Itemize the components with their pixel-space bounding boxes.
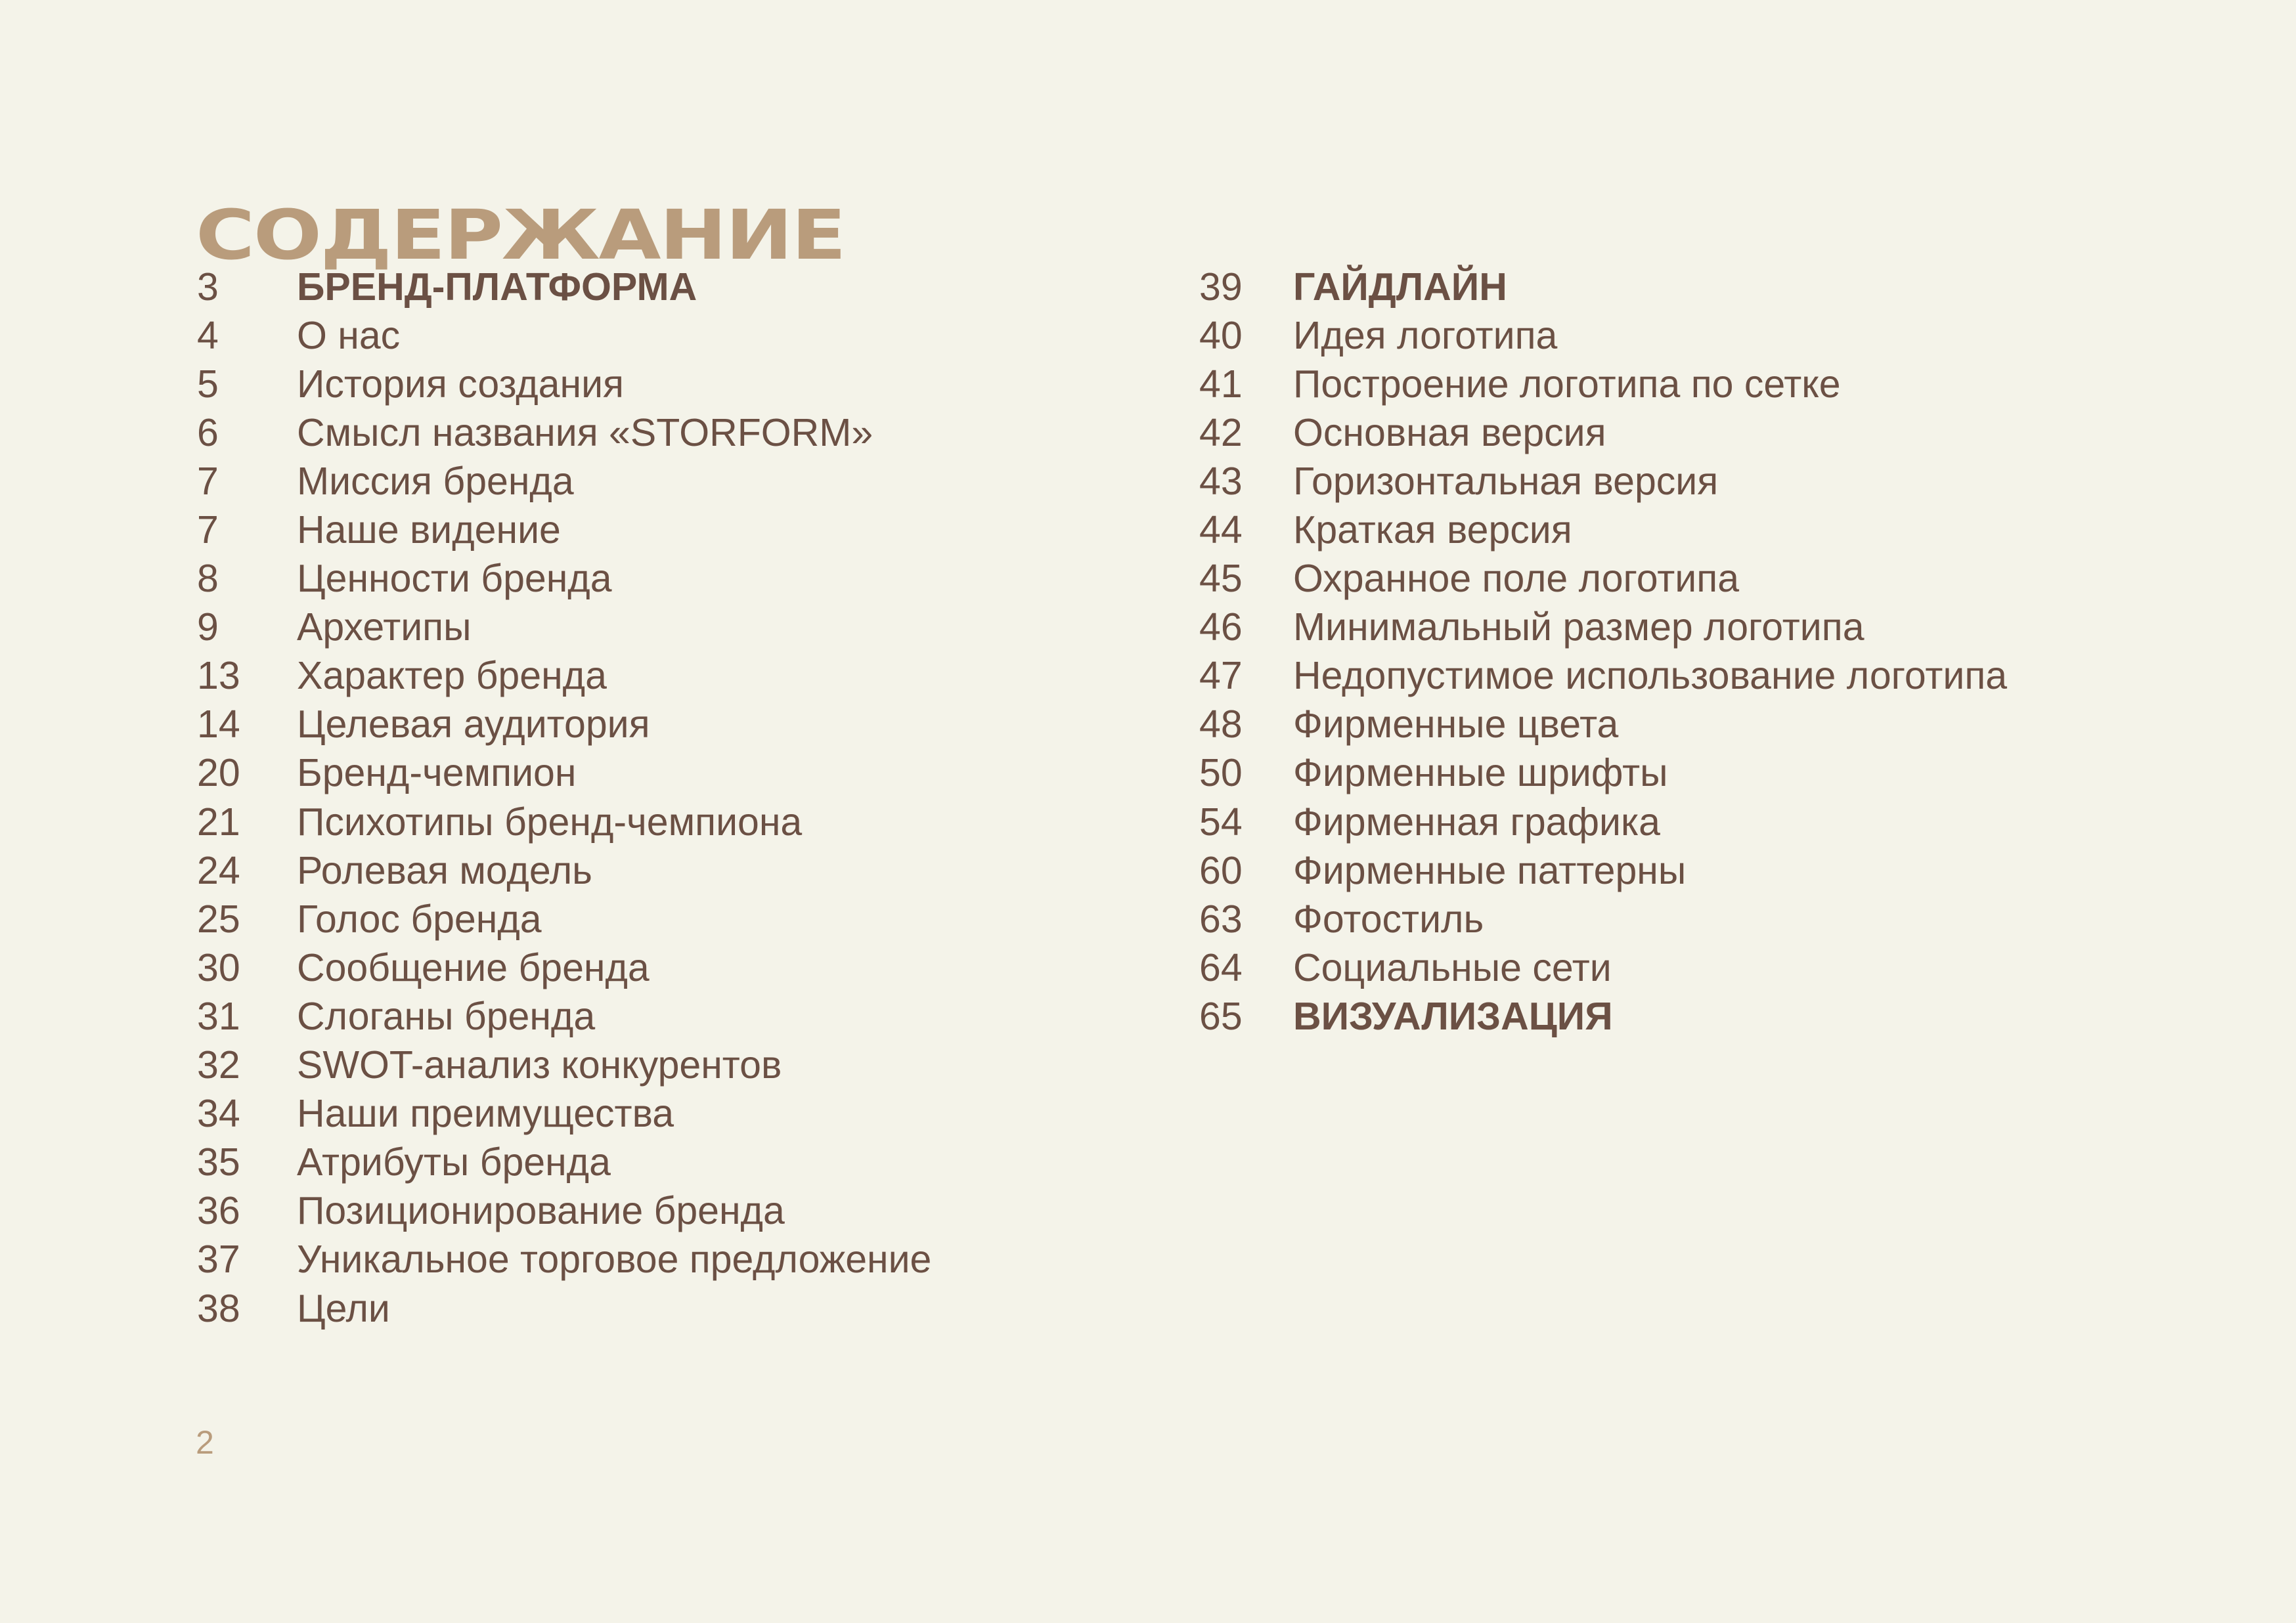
toc-page-number: 38 — [197, 1286, 240, 1330]
toc-entry-label: Характер бренда — [297, 654, 607, 698]
toc-page-number: 31 — [197, 994, 240, 1038]
toc-entry-label: Цели — [297, 1286, 390, 1330]
toc-entry-label: ВИЗУАЛИЗАЦИЯ — [1293, 994, 1613, 1038]
toc-entry[interactable] — [1199, 457, 2007, 506]
toc-entry[interactable] — [197, 1090, 931, 1138]
toc-entry-label: SWOT-анализ конкурентов — [297, 1043, 782, 1087]
toc-entry[interactable] — [197, 798, 931, 846]
toc-page-number: 14 — [197, 703, 240, 747]
toc-page-number: 37 — [197, 1238, 240, 1282]
toc-entry-label: Фирменные шрифты — [1293, 751, 1668, 795]
toc-entry[interactable] — [197, 408, 931, 457]
toc-entry[interactable] — [197, 1236, 931, 1284]
toc-entry-label: Основная версия — [1293, 410, 1606, 454]
toc-entry[interactable] — [197, 311, 931, 360]
toc-entry-label: Архетипы — [297, 605, 472, 649]
toc-entry-label: Бренд-чемпион — [297, 751, 577, 795]
toc-entry[interactable] — [197, 846, 931, 895]
toc-entry-label: Наше видение — [297, 508, 561, 552]
toc-entry[interactable] — [1199, 846, 2007, 895]
toc-section-heading[interactable] — [1199, 992, 2007, 1041]
toc-page-number: 42 — [1199, 410, 1243, 454]
toc-left-column — [197, 263, 931, 1333]
toc-page-number: 20 — [197, 751, 240, 795]
toc-page-number: 32 — [197, 1043, 240, 1087]
toc-entry-label: Социальные сети — [1293, 945, 1612, 989]
toc-entry[interactable] — [197, 457, 931, 506]
toc-page-number: 48 — [1199, 703, 1243, 747]
toc-entry[interactable] — [1199, 555, 2007, 603]
toc-entry-label: Уникальное торговое предложение — [297, 1238, 932, 1282]
toc-section-heading[interactable] — [1199, 263, 2007, 311]
toc-page-number: 5 — [197, 362, 219, 406]
toc-entry-label: Голос бренда — [297, 897, 542, 941]
toc-entry-label: Недопустимое использование логотипа — [1293, 654, 2008, 698]
toc-page-number: 45 — [1199, 557, 1243, 601]
toc-entry[interactable] — [1199, 701, 2007, 749]
toc-page-number: 9 — [197, 605, 219, 649]
toc-page-number: 3 — [197, 265, 219, 309]
toc-entry-label: Фотостиль — [1293, 897, 1484, 941]
toc-entry[interactable] — [1199, 895, 2007, 943]
toc-entry[interactable] — [197, 652, 931, 701]
toc-entry-label: Позиционирование бренда — [297, 1189, 785, 1233]
toc-entry[interactable] — [197, 1138, 931, 1187]
toc-entry-label: Фирменная графика — [1293, 800, 1660, 844]
toc-entry[interactable] — [197, 749, 931, 798]
toc-entry[interactable] — [197, 555, 931, 603]
toc-entry-label: Слоганы бренда — [297, 994, 596, 1038]
toc-entry-label: Ролевая модель — [297, 848, 592, 892]
toc-entry-label: Построение логотипа по сетке — [1293, 362, 1841, 406]
toc-entry[interactable] — [197, 360, 931, 408]
toc-page-number: 44 — [1199, 508, 1243, 552]
toc-page-number: 65 — [1199, 994, 1243, 1038]
toc-entry[interactable] — [197, 1284, 931, 1333]
toc-page-number: 39 — [1199, 265, 1243, 309]
toc-entry-label: Миссия бренда — [297, 459, 574, 503]
toc-entry-label: О нас — [297, 313, 401, 357]
toc-page-number: 7 — [197, 459, 219, 503]
toc-entry[interactable] — [197, 506, 931, 554]
toc-page-number: 64 — [1199, 945, 1243, 989]
toc-page-number: 46 — [1199, 605, 1243, 649]
toc-entry[interactable] — [1199, 749, 2007, 798]
toc-page-number: 30 — [197, 945, 240, 989]
toc-entry-label: Фирменные цвета — [1293, 703, 1619, 747]
toc-page-number: 35 — [197, 1140, 240, 1184]
toc-section-heading[interactable] — [197, 263, 931, 311]
toc-entry[interactable] — [1199, 506, 2007, 554]
toc-page-number: 7 — [197, 508, 219, 552]
toc-entry[interactable] — [197, 895, 931, 943]
toc-entry-label: ГАЙДЛАЙН — [1293, 265, 1507, 309]
toc-entry-label: Атрибуты бренда — [297, 1140, 611, 1184]
toc-right-column — [1199, 263, 2007, 1041]
toc-entry-label: Ценности бренда — [297, 557, 612, 601]
toc-entry[interactable] — [197, 701, 931, 749]
toc-entry-label: Краткая версия — [1293, 508, 1572, 552]
toc-entry-label: Целевая аудитория — [297, 703, 650, 747]
toc-entry-label: Смысл названия «STORFORM» — [297, 410, 873, 454]
toc-entry-label: Идея логотипа — [1293, 313, 1558, 357]
toc-page-number: 41 — [1199, 362, 1243, 406]
toc-entry[interactable] — [1199, 603, 2007, 652]
toc-page-number: 36 — [197, 1189, 240, 1233]
toc-page-number: 21 — [197, 800, 240, 844]
toc-page-number: 13 — [197, 654, 240, 698]
toc-page-number: 40 — [1199, 313, 1243, 357]
page-title: СОДЕРЖАНИЕ — [196, 194, 845, 275]
toc-page-number: 4 — [197, 313, 219, 357]
toc-entry[interactable] — [1199, 408, 2007, 457]
toc-entry[interactable] — [1199, 798, 2007, 846]
toc-entry[interactable] — [197, 943, 931, 992]
toc-page-number: 60 — [1199, 848, 1243, 892]
toc-page-number: 43 — [1199, 459, 1243, 503]
toc-entry-label: История создания — [297, 362, 624, 406]
toc-entry-label: Наши преимущества — [297, 1092, 674, 1136]
toc-entry[interactable] — [197, 1041, 931, 1090]
toc-entry-label: Охранное поле логотипа — [1293, 557, 1740, 601]
toc-entry[interactable] — [1199, 311, 2007, 360]
toc-entry-label: БРЕНД-ПЛАТФОРМА — [297, 265, 697, 309]
toc-page-number: 50 — [1199, 751, 1243, 795]
toc-page-number: 63 — [1199, 897, 1243, 941]
toc-entry-label: Сообщение бренда — [297, 945, 650, 989]
toc-page-number: 6 — [197, 410, 219, 454]
toc-entry[interactable] — [1199, 360, 2007, 408]
toc-page-number: 8 — [197, 557, 219, 601]
page-number: 2 — [196, 1424, 214, 1461]
toc-page-number: 24 — [197, 848, 240, 892]
toc-page-number: 25 — [197, 897, 240, 941]
toc-entry-label: Горизонтальная версия — [1293, 459, 1719, 503]
toc-entry-label: Фирменные паттерны — [1293, 848, 1687, 892]
toc-entry[interactable] — [197, 1187, 931, 1236]
toc-entry[interactable] — [197, 603, 931, 652]
toc-entry-label: Психотипы бренд-чемпиона — [297, 800, 803, 844]
toc-page-number: 34 — [197, 1092, 240, 1136]
toc-entry-label: Минимальный размер логотипа — [1293, 605, 1865, 649]
toc-page-number: 47 — [1199, 654, 1243, 698]
toc-entry[interactable] — [1199, 943, 2007, 992]
toc-page-number: 54 — [1199, 800, 1243, 844]
toc-entry[interactable] — [197, 992, 931, 1041]
toc-entry[interactable] — [1199, 652, 2007, 701]
